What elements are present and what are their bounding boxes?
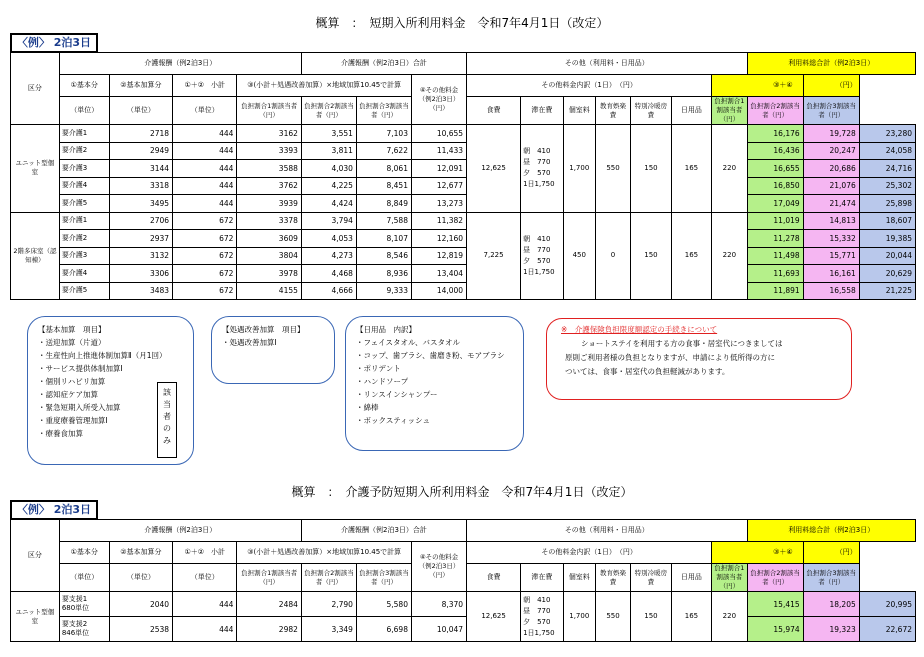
daily-goods-item: ・綿棒 xyxy=(356,403,379,412)
total-futan3: 25,898 xyxy=(859,195,915,213)
group-name: ユニット型個室 xyxy=(11,592,60,642)
table-row xyxy=(11,265,916,283)
header-edu: 教育娯楽費 xyxy=(595,564,630,592)
header-kaigo-total: 介護報酬（例2泊3日）合計 xyxy=(301,53,466,75)
subtotal-units: 2982 xyxy=(237,617,301,642)
subtotal-units: 3162 xyxy=(237,125,301,143)
header-calc: ③(小計＋処遇改善加算）×地域加算10.45で計算 xyxy=(237,542,412,564)
table-row xyxy=(11,75,916,97)
example-label-2: 〈例〉 2泊3日 xyxy=(10,500,98,520)
care-level-name: 要支援1 xyxy=(61,595,88,603)
subtotal-units: 2484 xyxy=(237,592,301,617)
futan2-yen: 7,103 xyxy=(356,125,411,143)
header-kaigo-total: 介護報酬（例2泊3日）合計 xyxy=(301,520,466,542)
total-futan1: 15,974 xyxy=(747,617,803,642)
basic-units: 2949 xyxy=(109,142,172,160)
futan2-yen: 8,451 xyxy=(356,177,411,195)
basic-add-units: 444 xyxy=(173,617,237,642)
basic-units: 3306 xyxy=(109,265,172,283)
care-level: 要介護2 xyxy=(59,230,109,248)
meal-fee: 朝 410 昼 770 夕 570 1日1,750 xyxy=(521,212,564,300)
basic-add-units: 672 xyxy=(173,265,237,283)
basic-units: 3318 xyxy=(109,177,172,195)
basic-addition-item: ・緊急短期入所受入加算 xyxy=(38,403,121,412)
total-futan1: 11,891 xyxy=(747,282,803,300)
basic-addition-item: ・サービス提供体制加算Ⅰ xyxy=(38,364,123,373)
basic-addition-item: ・生産性向上推進体制加算Ⅱ（月1回） xyxy=(38,351,167,360)
burden-limit-note xyxy=(546,318,852,400)
total-futan2: 15,332 xyxy=(803,230,859,248)
total-futan2: 21,474 xyxy=(803,195,859,213)
example-label: 〈例〉 2泊3日 xyxy=(10,33,98,53)
care-level: 要介護1 xyxy=(59,125,109,143)
header-other-fee: ④その他料金（例2泊3日）（円） xyxy=(411,75,466,125)
header-subtotal: ①＋② 小計 xyxy=(173,542,237,564)
basic-units: 3132 xyxy=(109,247,172,265)
other-fee-total: 12,625 xyxy=(467,592,521,642)
header-room: 個室料 xyxy=(563,564,595,592)
futan2-yen: 8,936 xyxy=(356,265,411,283)
page-title-2: 概算 ： 介護予防短期入所利用料金 令和7年4月1日（改定） xyxy=(291,485,633,499)
header-stay: 滞在費 xyxy=(521,564,564,592)
daily-fee: 220 xyxy=(712,212,747,300)
header-kubun: 区分 xyxy=(11,53,60,125)
care-level: 要介護2 xyxy=(59,142,109,160)
total-futan3: 24,716 xyxy=(859,160,915,178)
futan3-yen: 13,273 xyxy=(411,195,466,213)
total-futan3: 24,058 xyxy=(859,142,915,160)
header-edu: 教育娯楽費 xyxy=(595,97,630,125)
stay-fee: 1,700 xyxy=(563,125,595,213)
total-futan1: 11,019 xyxy=(747,212,803,230)
subtotal-units: 4155 xyxy=(237,282,301,300)
header-grand-total: 利用料総合計（例2泊3日） xyxy=(747,53,915,75)
subtotal-units: 3978 xyxy=(237,265,301,283)
futan2-yen: 8,061 xyxy=(356,160,411,178)
care-level xyxy=(59,592,109,617)
futan3-yen: 8,370 xyxy=(411,592,466,617)
meal-fee: 朝 410 昼 770 夕 570 1日1,750 xyxy=(521,125,564,213)
total-futan3: 20,629 xyxy=(859,265,915,283)
subtotal-units: 3609 xyxy=(237,230,301,248)
basic-add-units: 444 xyxy=(173,160,237,178)
daily-goods-note xyxy=(345,316,524,451)
total-futan1: 11,278 xyxy=(747,230,803,248)
header-sum: ③＋④ xyxy=(712,75,803,97)
daily-goods-item: ・ハンドソープ xyxy=(356,377,409,386)
header-unit: （単位） xyxy=(59,564,109,592)
room-fee: 550 xyxy=(595,125,630,213)
header-total-futan2: 負担割合2割該当者（円） xyxy=(747,564,803,592)
daily-goods-item: ・リンスインシャンプー xyxy=(356,390,438,399)
futan1-yen: 4,030 xyxy=(301,160,356,178)
futan3-yen: 10,655 xyxy=(411,125,466,143)
basic-units: 3144 xyxy=(109,160,172,178)
header-kaigo: 介護報酬（例2泊3日） xyxy=(59,53,301,75)
table-row xyxy=(11,247,916,265)
futan2-yen: 8,849 xyxy=(356,195,411,213)
basic-addition-item: ・療養食加算 xyxy=(38,429,83,438)
header-room: 個室料 xyxy=(563,97,595,125)
total-futan3: 21,225 xyxy=(859,282,915,300)
applicable-only-text: 該当者のみ xyxy=(163,388,171,445)
header-total-futan3: 負担割合3割該当者（円） xyxy=(803,564,859,592)
subtotal-units: 3762 xyxy=(237,177,301,195)
table-row xyxy=(11,142,916,160)
edu-fee: 150 xyxy=(631,592,672,642)
futan2-yen: 5,580 xyxy=(356,592,411,617)
futan1-yen: 4,225 xyxy=(301,177,356,195)
header-other: その他（利用料・日用品） xyxy=(467,53,748,75)
subtotal-units: 3939 xyxy=(237,195,301,213)
subtotal-units: 3804 xyxy=(237,247,301,265)
header-futan3: 負担割合3割該当者（円） xyxy=(356,564,411,592)
basic-units: 2706 xyxy=(109,212,172,230)
header-other-fee: ④その他料金（例2泊3日）（円） xyxy=(411,542,466,592)
table-row xyxy=(11,592,916,617)
subtotal-units: 3393 xyxy=(237,142,301,160)
futan3-yen: 12,819 xyxy=(411,247,466,265)
table-row xyxy=(11,542,916,564)
futan1-yen: 4,424 xyxy=(301,195,356,213)
header-total-futan3: 負担割合3割該当者（円） xyxy=(803,97,859,125)
futan3-yen: 14,000 xyxy=(411,282,466,300)
care-level xyxy=(59,617,109,642)
daily-goods-title: 【日用品 内訳】 xyxy=(356,325,416,334)
total-futan2: 15,771 xyxy=(803,247,859,265)
table-row xyxy=(11,230,916,248)
futan2-yen: 6,698 xyxy=(356,617,411,642)
group-name: ユニット型個室 xyxy=(11,125,60,213)
futan2-yen: 8,546 xyxy=(356,247,411,265)
table-row xyxy=(11,520,916,542)
total-futan1: 16,655 xyxy=(747,160,803,178)
burden-limit-text: 原則ご利用者様の負担となりますが、申請により低所得の方に xyxy=(565,353,775,362)
daily-goods-item: ・フェイスタオル、バスタオル xyxy=(356,338,460,347)
futan1-yen: 4,273 xyxy=(301,247,356,265)
futan2-yen: 9,333 xyxy=(356,282,411,300)
table-row xyxy=(11,195,916,213)
daily-fee: 220 xyxy=(712,592,747,642)
header-basic-add: ②基本加算分 xyxy=(109,75,172,97)
futan3-yen: 10,047 xyxy=(411,617,466,642)
meal-fee: 朝 410 昼 770 夕 570 1日1,750 xyxy=(521,592,564,642)
basic-units: 3495 xyxy=(109,195,172,213)
header-cool: 特別冷暖房費 xyxy=(631,97,672,125)
header-other-breakdown: その他料金内訳（1日） （円） xyxy=(467,75,712,97)
other-fee-total: 12,625 xyxy=(467,125,521,213)
basic-add-units: 672 xyxy=(173,230,237,248)
burden-limit-text: ついては、食事・居室代の負担軽減があります。 xyxy=(565,367,730,376)
edu-fee: 150 xyxy=(631,125,672,213)
basic-addition-title: 【基本加算 項目】 xyxy=(38,325,106,334)
header-sum-unit: （円） xyxy=(803,75,859,97)
total-futan1: 16,436 xyxy=(747,142,803,160)
futan3-yen: 11,433 xyxy=(411,142,466,160)
basic-units: 3483 xyxy=(109,282,172,300)
header-kubun: 区分 xyxy=(11,520,60,592)
table-row xyxy=(11,160,916,178)
header-stay: 滞在費 xyxy=(521,97,564,125)
header-cool: 特別冷暖房費 xyxy=(631,564,672,592)
daily-fee: 220 xyxy=(712,125,747,213)
total-futan1: 11,693 xyxy=(747,265,803,283)
header-unit: （単位） xyxy=(173,564,237,592)
total-futan1: 16,176 xyxy=(747,125,803,143)
total-futan2: 20,247 xyxy=(803,142,859,160)
basic-add-units: 444 xyxy=(173,592,237,617)
basic-units: 2538 xyxy=(109,617,172,642)
total-futan2: 19,728 xyxy=(803,125,859,143)
futan3-yen: 11,382 xyxy=(411,212,466,230)
header-kaigo: 介護報酬（例2泊3日） xyxy=(59,520,301,542)
header-unit: （単位） xyxy=(59,97,109,125)
fee-table-short-stay xyxy=(10,52,916,300)
basic-addition-item: ・送迎加算（片道） xyxy=(38,338,106,347)
futan2-yen: 7,622 xyxy=(356,142,411,160)
subtotal-units: 3588 xyxy=(237,160,301,178)
total-futan2: 16,558 xyxy=(803,282,859,300)
basic-add-units: 444 xyxy=(173,125,237,143)
total-futan1: 17,049 xyxy=(747,195,803,213)
futan3-yen: 13,404 xyxy=(411,265,466,283)
total-futan2: 18,205 xyxy=(803,592,859,617)
basic-addition-item: ・個別リハビリ加算 xyxy=(38,377,106,386)
daily-goods-item: ・コップ、歯ブラシ、歯磨き粉、モアブラシ xyxy=(356,351,505,360)
header-sum-unit: （円） xyxy=(803,542,859,564)
total-futan2: 21,076 xyxy=(803,177,859,195)
basic-addition-item: ・重度療養管理加算Ⅰ xyxy=(38,416,108,425)
table-row xyxy=(11,53,916,75)
header-daily: 日用品 xyxy=(671,97,712,125)
cool-fee: 165 xyxy=(671,592,712,642)
stay-fee: 1,700 xyxy=(563,592,595,642)
total-futan2: 19,323 xyxy=(803,617,859,642)
table-row xyxy=(11,282,916,300)
stay-fee: 450 xyxy=(563,212,595,300)
total-futan1: 11,498 xyxy=(747,247,803,265)
header-basic-add: ②基本加算分 xyxy=(109,542,172,564)
cool-fee: 165 xyxy=(671,212,712,300)
page-title: 概算 ： 短期入所利用料金 令和7年4月1日（改定） xyxy=(315,16,609,30)
applicable-only-note xyxy=(157,382,177,458)
total-futan3: 19,385 xyxy=(859,230,915,248)
total-futan2: 16,161 xyxy=(803,265,859,283)
total-futan1: 16,850 xyxy=(747,177,803,195)
header-futan2: 負担割合2割該当者（円） xyxy=(301,564,356,592)
basic-add-units: 444 xyxy=(173,195,237,213)
total-futan2: 20,686 xyxy=(803,160,859,178)
header-calc: ③(小計＋処遇改善加算）×地域加算10.45で計算 xyxy=(237,75,412,97)
basic-addition-item: ・認知症ケア加算 xyxy=(38,390,98,399)
burden-limit-title: ※ 介護保険負担限度額認定の手続きについて xyxy=(561,325,718,334)
basic-add-units: 672 xyxy=(173,282,237,300)
header-total-futan1: 負担割合1割該当者（円） xyxy=(712,97,747,125)
futan1-yen: 2,790 xyxy=(301,592,356,617)
header-other-breakdown: その他料金内訳（1日） （円） xyxy=(467,542,712,564)
care-level-units: 846単位 xyxy=(61,629,90,637)
table-row xyxy=(11,617,916,642)
other-fee-total: 7,225 xyxy=(467,212,521,300)
basic-add-units: 672 xyxy=(173,247,237,265)
header-futan2: 負担割合2割該当者（円） xyxy=(301,97,356,125)
futan2-yen: 8,107 xyxy=(356,230,411,248)
burden-limit-text: ショートステイを利用する方の食事・居室代につきましては xyxy=(581,339,783,348)
care-level-name: 要支援2 xyxy=(61,620,88,628)
daily-goods-item: ・ポリデント xyxy=(356,364,401,373)
header-basic: ①基本分 xyxy=(59,75,109,97)
header-futan3: 負担割合3割該当者（円） xyxy=(356,97,411,125)
care-level: 要介護5 xyxy=(59,282,109,300)
total-futan3: 23,280 xyxy=(859,125,915,143)
futan1-yen: 3,349 xyxy=(301,617,356,642)
treatment-addition-note xyxy=(211,316,335,384)
futan1-yen: 3,551 xyxy=(301,125,356,143)
total-futan3: 22,672 xyxy=(859,617,915,642)
basic-add-units: 444 xyxy=(173,177,237,195)
table-row xyxy=(11,212,916,230)
header-basic: ①基本分 xyxy=(59,542,109,564)
treatment-addition-item: ・処遇改善加算Ⅰ xyxy=(222,338,277,347)
header-food: 食費 xyxy=(467,564,521,592)
room-fee: 0 xyxy=(595,212,630,300)
futan1-yen: 4,666 xyxy=(301,282,356,300)
header-unit: （単位） xyxy=(173,97,237,125)
header-total-futan2: 負担割合2割該当者（円） xyxy=(747,97,803,125)
header-daily: 日用品 xyxy=(671,564,712,592)
futan3-yen: 12,091 xyxy=(411,160,466,178)
table-row xyxy=(11,125,916,143)
futan2-yen: 7,588 xyxy=(356,212,411,230)
total-futan3: 18,607 xyxy=(859,212,915,230)
treatment-addition-title: 【処遇改善加算 項目】 xyxy=(222,325,305,334)
header-futan1: 負担割合1割該当者（円） xyxy=(237,97,301,125)
subtotal-units: 3378 xyxy=(237,212,301,230)
care-level: 要介護4 xyxy=(59,265,109,283)
total-futan2: 14,813 xyxy=(803,212,859,230)
care-level: 要介護3 xyxy=(59,160,109,178)
care-level: 要介護5 xyxy=(59,195,109,213)
care-level: 要介護3 xyxy=(59,247,109,265)
total-futan1: 15,415 xyxy=(747,592,803,617)
basic-add-units: 444 xyxy=(173,142,237,160)
futan1-yen: 4,468 xyxy=(301,265,356,283)
futan3-yen: 12,677 xyxy=(411,177,466,195)
header-total-futan1: 負担割合1割該当者（円） xyxy=(712,564,747,592)
header-unit: （単位） xyxy=(109,564,172,592)
header-subtotal: ①＋② 小計 xyxy=(173,75,237,97)
header-unit: （単位） xyxy=(109,97,172,125)
cool-fee: 165 xyxy=(671,125,712,213)
group-name: 2階多床室（認知棟） xyxy=(11,212,60,300)
header-sum: ③＋④ xyxy=(712,542,803,564)
total-futan3: 20,995 xyxy=(859,592,915,617)
table-row xyxy=(11,177,916,195)
total-futan3: 20,044 xyxy=(859,247,915,265)
total-futan3: 25,302 xyxy=(859,177,915,195)
futan1-yen: 3,811 xyxy=(301,142,356,160)
room-fee: 550 xyxy=(595,592,630,642)
futan3-yen: 12,160 xyxy=(411,230,466,248)
care-level: 要介護4 xyxy=(59,177,109,195)
care-level-units: 680単位 xyxy=(61,604,90,612)
edu-fee: 150 xyxy=(631,212,672,300)
fee-table-preventive-short-stay xyxy=(10,519,916,642)
basic-add-units: 672 xyxy=(173,212,237,230)
basic-units: 2040 xyxy=(109,592,172,617)
care-level: 要介護1 xyxy=(59,212,109,230)
daily-goods-item: ・ボックスティッシュ xyxy=(356,416,431,425)
basic-units: 2718 xyxy=(109,125,172,143)
header-other: その他（利用料・日用品） xyxy=(467,520,748,542)
header-grand-total: 利用料総合計（例2泊3日） xyxy=(747,520,915,542)
header-futan1: 負担割合1割該当者（円） xyxy=(237,564,301,592)
basic-units: 2937 xyxy=(109,230,172,248)
futan1-yen: 4,053 xyxy=(301,230,356,248)
header-food: 食費 xyxy=(467,97,521,125)
futan1-yen: 3,794 xyxy=(301,212,356,230)
